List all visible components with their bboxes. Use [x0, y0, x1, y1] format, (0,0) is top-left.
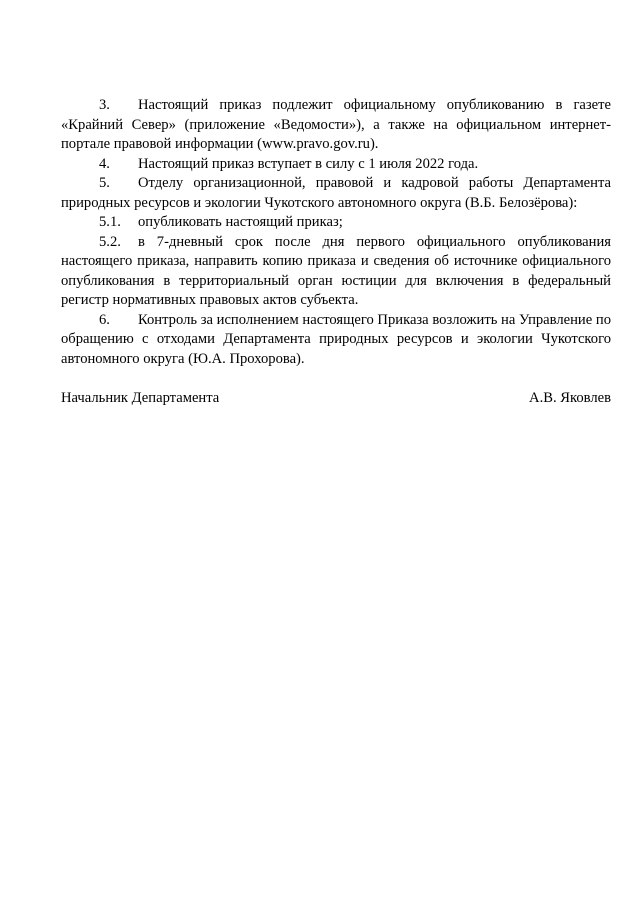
- paragraph-number: 5.2.: [99, 233, 121, 250]
- signatory-role: Начальник Департамента: [61, 390, 220, 406]
- paragraph-5-1: [61, 213, 611, 233]
- paragraph-number: 4.: [99, 155, 110, 172]
- paragraph-text: Настоящий приказ вступает в силу с 1 июля 2022 года.: [138, 155, 479, 172]
- paragraph-number: 6.: [99, 311, 110, 328]
- paragraph-number: 3.: [99, 97, 110, 113]
- signature-block: [61, 389, 611, 409]
- paragraph-4: [61, 155, 611, 175]
- paragraph-5: [61, 174, 611, 213]
- paragraph-text: Отделу организационной, правовой и кадровой работы Департамента природных ресурсов и экологии Чукотского автономного округа (В.Б. Белозёрова):: [61, 175, 611, 211]
- paragraph-number: 5.1.: [99, 214, 121, 230]
- paragraph-3: [61, 96, 611, 155]
- paragraph-number: 5.: [99, 175, 110, 191]
- paragraph-text: Контроль за исполнением настоящего Приказа возложить на Управление по обращению с отходами Департамента природных ресурсов и экологии Чукотского автономного округа (Ю.А. Прохорова).: [61, 311, 611, 367]
- document-body: [61, 96, 611, 369]
- paragraph-text: Настоящий приказ подлежит официальному опубликованию в газете «Крайний Север» (приложение «Ведомости»), а также на официальном интернет-портале правовой информации (www.pravo.gov.ru).: [61, 97, 611, 152]
- paragraph-6: [61, 311, 611, 370]
- paragraph-text: в 7-дневный срок после дня первого официального опубликования настоящего приказа, направить копию приказа и сведения об источнике официального опубликования в территориальный орган юстиции для включения в федеральный регистр нормативных правовых актов субъекта.: [61, 233, 611, 308]
- paragraph-text: опубликовать настоящий приказ;: [138, 214, 343, 230]
- signatory-name: А.В. Яковлев: [529, 390, 611, 406]
- paragraph-5-2: [61, 233, 611, 311]
